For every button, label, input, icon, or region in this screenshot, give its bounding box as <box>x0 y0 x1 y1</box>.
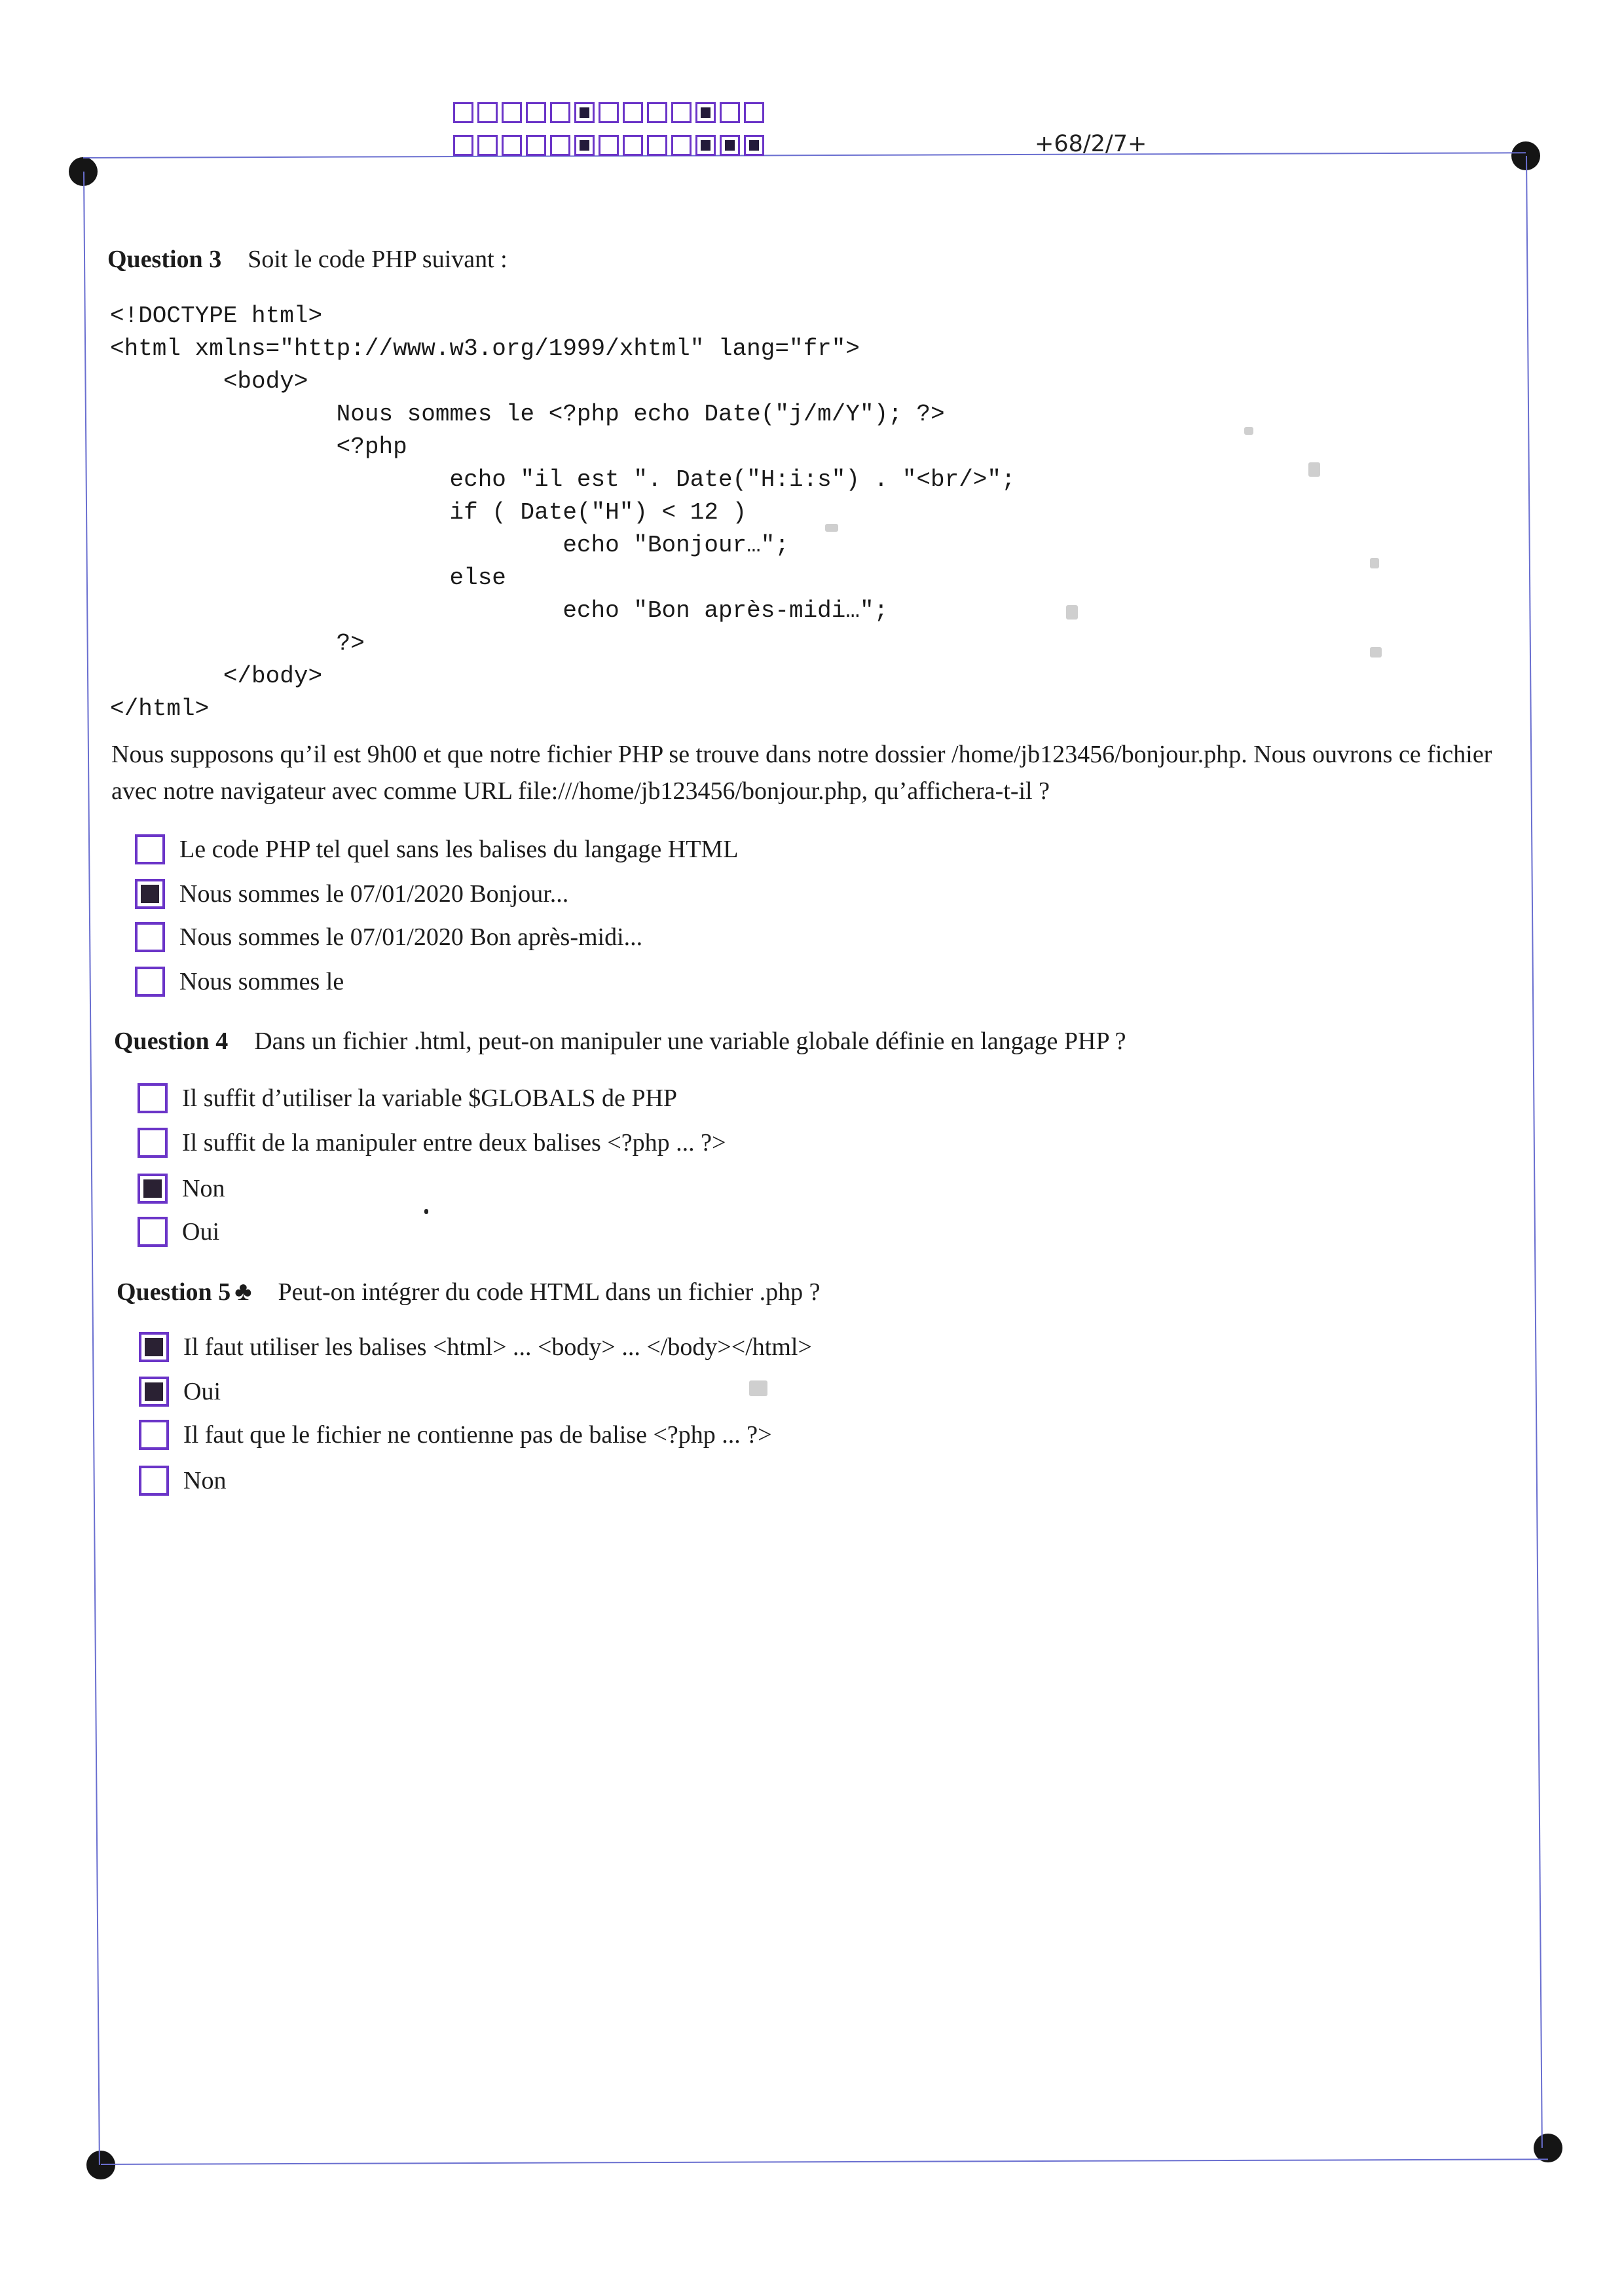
code-grid-cell-filled <box>574 135 595 156</box>
checkbox[interactable] <box>138 1128 168 1158</box>
code-grid-cell-empty <box>453 135 473 156</box>
option-label: Non <box>183 1467 227 1494</box>
checkbox[interactable] <box>139 1466 169 1496</box>
scan-speck <box>1066 605 1078 620</box>
code-grid-cell-filled <box>695 135 716 156</box>
question-3-option-1[interactable] <box>135 833 738 866</box>
question-5-heading <box>117 1276 820 1306</box>
question-3-text: Soit le code PHP suivant : <box>248 246 507 273</box>
question-4-option-2[interactable] <box>138 1126 726 1159</box>
option-label: Oui <box>183 1378 221 1405</box>
code-grid-cell-empty <box>477 102 498 123</box>
code-grid-cell-empty <box>599 102 619 123</box>
code-grid-cell-empty <box>623 135 643 156</box>
border-right <box>1526 156 1543 2148</box>
checkbox[interactable] <box>135 922 165 952</box>
option-label: Il suffit d’utiliser la variable $GLOBALS de PHP <box>182 1084 678 1112</box>
question-5-option-3[interactable] <box>139 1418 772 1451</box>
question-3-option-4[interactable] <box>135 965 344 998</box>
scan-speck <box>1370 647 1382 657</box>
code-grid-cell-empty <box>502 135 522 156</box>
option-label: Le code PHP tel quel sans les balises du langage HTML <box>179 836 739 863</box>
question-5-text: Peut-on intégrer du code HTML dans un fichier .php ? <box>278 1278 821 1306</box>
question-4-option-1[interactable] <box>138 1082 677 1115</box>
checkbox[interactable] <box>135 834 165 864</box>
code-grid-cell-empty <box>623 102 643 123</box>
question-5-option-4[interactable] <box>139 1464 226 1497</box>
scan-speck <box>1370 558 1379 568</box>
checkbox-checked[interactable] <box>139 1332 169 1362</box>
code-grid-cell-empty <box>647 102 667 123</box>
scan-speck <box>1308 462 1320 477</box>
option-label: Oui <box>182 1218 219 1246</box>
checkbox-checked[interactable] <box>135 879 165 909</box>
code-grid-cell-empty <box>671 102 692 123</box>
option-label: Nous sommes le 07/01/2020 Bon après-midi... <box>179 923 643 951</box>
scan-speck <box>825 524 838 532</box>
question-3-label: Question 3 <box>107 246 222 273</box>
option-label: Non <box>182 1175 225 1202</box>
code-grid-cell-empty <box>550 102 570 123</box>
code-grid-cell-empty <box>526 135 546 156</box>
code-grid-cell-empty <box>526 102 546 123</box>
question-5-option-1[interactable] <box>139 1331 812 1363</box>
scan-speck <box>424 1209 428 1214</box>
checkbox[interactable] <box>138 1083 168 1113</box>
checkbox[interactable] <box>139 1420 169 1450</box>
border-left <box>83 172 100 2165</box>
question-3-option-3[interactable] <box>135 921 642 954</box>
code-grid-cell-empty <box>550 135 570 156</box>
question-3-option-2[interactable] <box>135 878 568 910</box>
code-grid-cell-empty <box>744 102 764 123</box>
checkbox-checked[interactable] <box>138 1174 168 1204</box>
code-grid-cell-empty <box>671 135 692 156</box>
code-grid-cell-empty <box>647 135 667 156</box>
question-4-heading <box>114 1027 1126 1056</box>
option-label: Il faut que le fichier ne contienne pas de balise <?php ... ?> <box>183 1421 772 1449</box>
page-code-grid-row-1 <box>453 102 764 123</box>
checkbox[interactable] <box>135 967 165 997</box>
option-label: Nous sommes le <box>179 968 344 995</box>
border-bottom <box>101 2158 1548 2165</box>
option-label: Nous sommes le 07/01/2020 Bonjour... <box>179 880 569 908</box>
question-5-label <box>117 1278 251 1306</box>
question-5-label-text: Question 5 <box>117 1278 231 1306</box>
code-grid-cell-empty <box>599 135 619 156</box>
code-grid-cell-filled <box>720 135 740 156</box>
question-4-label: Question 4 <box>114 1028 229 1055</box>
code-grid-cell-empty <box>502 102 522 123</box>
page-identifier: +68/2/7+ <box>1035 131 1147 157</box>
option-label: Il faut utiliser les balises <html> ... <body> ... </body></html> <box>183 1333 812 1361</box>
question-3-heading <box>107 245 507 274</box>
club-icon: ♣ <box>234 1276 252 1306</box>
php-code-listing: <!DOCTYPE html> <html xmlns="http://www.w3.org/1999/xhtml" lang="fr"> <body> Nous sommes le <?php echo Date("j/m/Y"); ?> <?php echo "il est ". Date("H:i:s") . "<br/>"; if ( Date("H") < 12 ) echo "Bonjour…"; else echo "Bon après-midi…"; ?> </body> </html> <box>110 303 1016 722</box>
border-top <box>83 152 1526 158</box>
scan-speck <box>749 1380 767 1396</box>
question-5-option-2[interactable] <box>139 1375 221 1408</box>
checkbox-checked[interactable] <box>139 1377 169 1407</box>
code-grid-cell-filled <box>695 102 716 123</box>
question-4-option-3[interactable] <box>138 1172 225 1205</box>
checkbox[interactable] <box>138 1217 168 1247</box>
code-grid-cell-empty <box>453 102 473 123</box>
question-4-option-4[interactable] <box>138 1215 219 1248</box>
code-grid-cell-filled <box>574 102 595 123</box>
code-grid-cell-empty <box>477 135 498 156</box>
page-code-grid-row-2 <box>453 135 764 156</box>
question-3-paragraph: Nous supposons qu’il est 9h00 et que notre fichier PHP se trouve dans notre dossier /home/jb123456/bonjour.php. Nous ouvrons ce fichier avec notre navigateur avec comme URL file:///home/jb123456/bonjour.php, qu’affichera-t-il ? <box>111 741 1492 805</box>
code-grid-cell-empty <box>720 102 740 123</box>
option-label: Il suffit de la manipuler entre deux balises <?php ... ?> <box>182 1129 726 1157</box>
code-grid-cell-filled <box>744 135 764 156</box>
scan-speck <box>1244 427 1253 435</box>
question-4-text: Dans un fichier .html, peut-on manipuler une variable globale définie en langage PHP ? <box>254 1028 1126 1055</box>
